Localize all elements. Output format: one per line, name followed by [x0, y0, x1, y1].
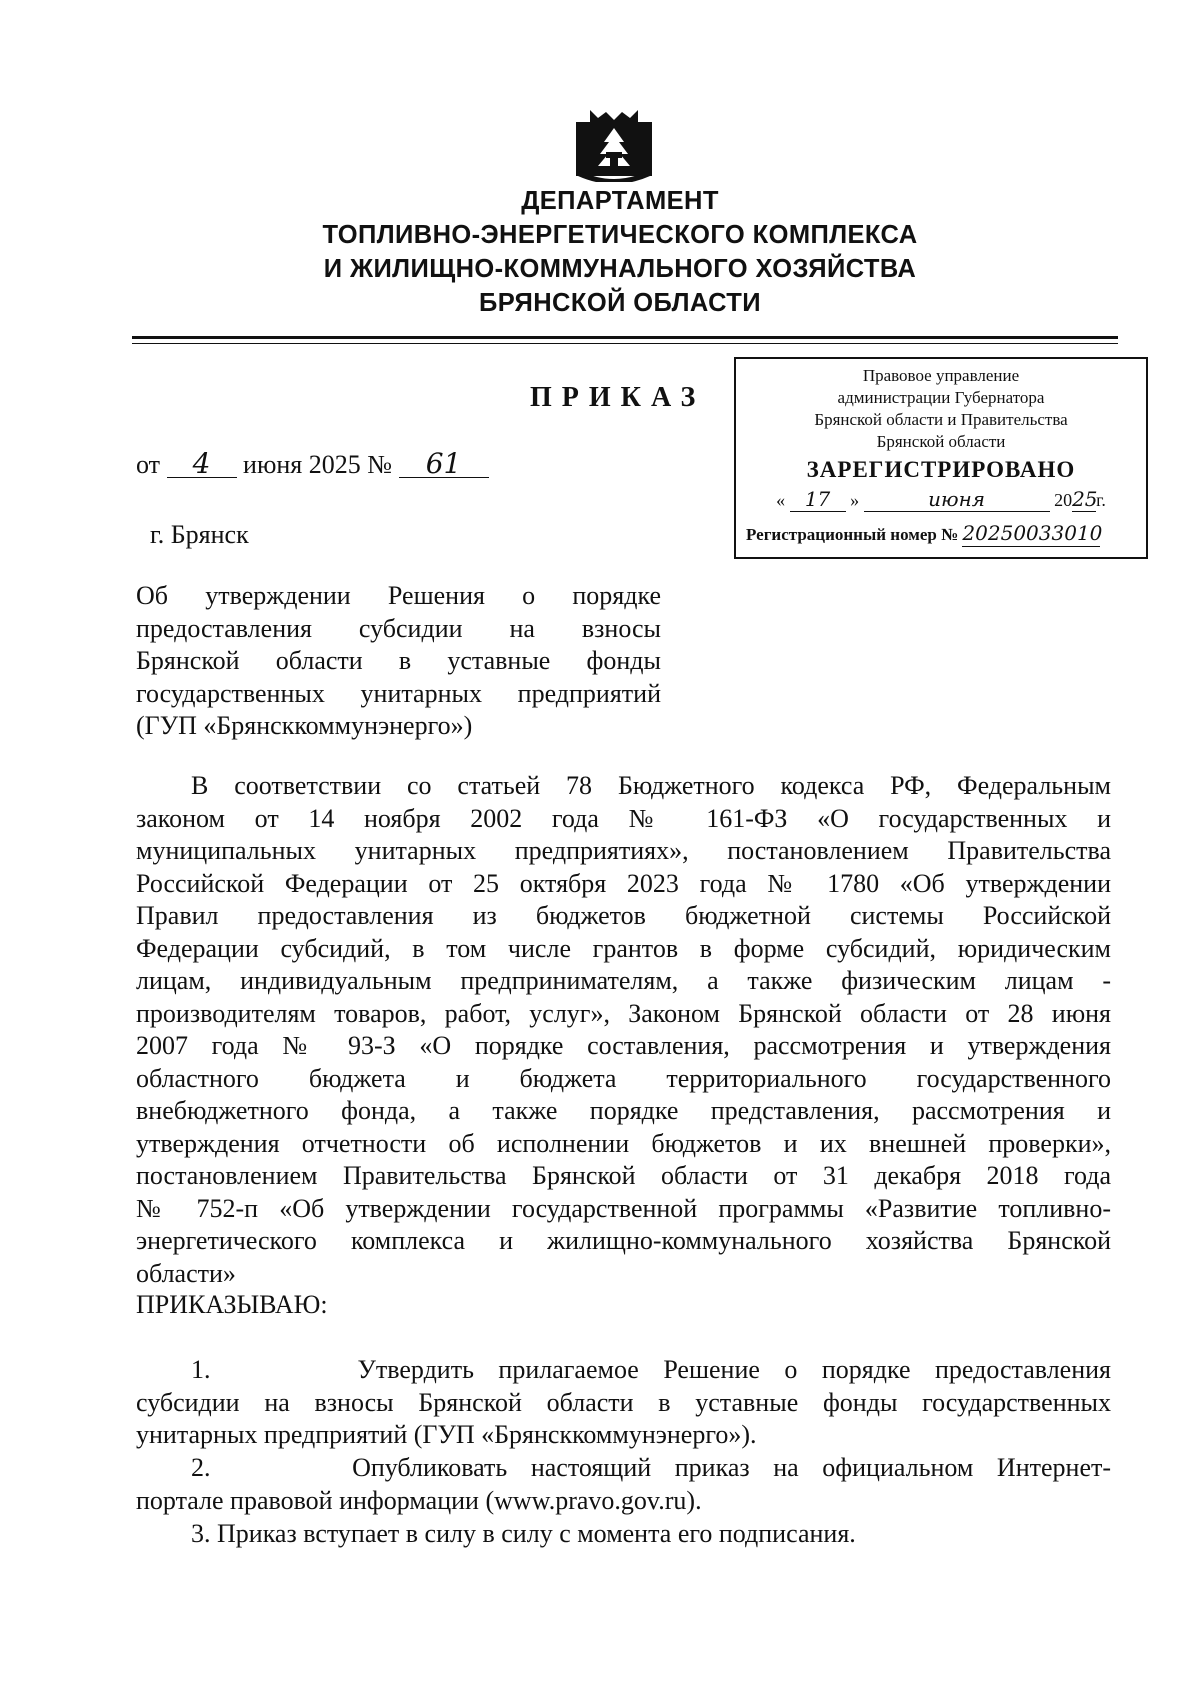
- subject-line: Брянской области в уставные фонды: [136, 646, 661, 675]
- stamp-reg-number-row: [736, 520, 1146, 547]
- subject-line: предоставления субсидии на взносы: [136, 613, 661, 643]
- date-prefix: от: [136, 450, 161, 479]
- order-number: 61: [399, 451, 489, 478]
- order-month-year: июня 2025 №: [243, 450, 393, 479]
- item-line: субсидии на взносы Брянской области в уставные фонды государственных: [136, 1387, 1111, 1417]
- order-city: г. Брянск: [150, 520, 249, 549]
- item-line: 2. Опубликовать настоящий приказ на официальном Интернет-: [191, 1453, 1111, 1482]
- department-line-1: ДЕПАРТАМЕНТ: [521, 187, 719, 215]
- preamble-line: законом от 14 ноября 2002 года № 161-ФЗ «О государственных и: [136, 803, 1111, 833]
- preamble-line: Федерации субсидий, в том числе грантов в форме субсидий, юридическим: [136, 933, 1111, 963]
- preamble-line: Правил предоставления из бюджетов бюджетной системы Российской: [136, 901, 1111, 930]
- department-line-3: И ЖИЛИЩНО-КОММУНАЛЬНОГО ХОЗЯЙСТВА: [323, 255, 917, 283]
- preamble-line: внебюджетного фонда, а также порядке представления, рассмотрения и: [136, 1096, 1111, 1125]
- stamp-line-2: администрации Губернатора: [837, 388, 1045, 407]
- registration-stamp: [734, 357, 1148, 559]
- preamble-paragraph: [136, 770, 1111, 1290]
- preamble-line: области»: [136, 1258, 236, 1288]
- stamp-reg-label: Регистрационный номер №: [746, 525, 959, 544]
- subject-line: Об утверждении Решения о порядке: [136, 581, 661, 610]
- coat-of-arms-emblem: [572, 108, 656, 182]
- header-divider-thick: [132, 336, 1118, 339]
- item-line: 3. Приказ вступает в силу в силу с момента его подписания.: [191, 1519, 856, 1548]
- item-line: унитарных предприятий (ГУП «Брянсккоммунэнерго»).: [136, 1420, 757, 1449]
- preamble-line: Российской Федерации от 25 октября 2023 года № 1780 «Об утверждении: [136, 868, 1111, 898]
- preamble-line: энергетического комплекса и жилищно-коммунального хозяйства Брянской: [136, 1226, 1111, 1255]
- order-item-1: [136, 1354, 1111, 1452]
- order-subject: [136, 580, 661, 743]
- order-item-2: [136, 1452, 1111, 1517]
- order-day: 4: [167, 451, 237, 478]
- stamp-registered: ЗАРЕГИСТРИРОВАНО: [806, 457, 1076, 482]
- department-line-4: БРЯНСКОЙ ОБЛАСТИ: [479, 289, 761, 317]
- stamp-reg-number: 20250033010: [962, 521, 1103, 545]
- preamble-line: 2007 года № 93-З «О порядке составления, рассмотрения и утверждения: [136, 1031, 1111, 1060]
- preamble-line: № 752-п «Об утверждении государственной программы «Развитие топливно-: [136, 1193, 1111, 1223]
- stamp-year-mark: г.: [1096, 490, 1106, 510]
- header-divider-thin: [132, 343, 1118, 344]
- order-item-3: [136, 1518, 1111, 1551]
- stamp-line-4: Брянской области: [876, 432, 1006, 451]
- stamp-year-suffix: 25: [1072, 487, 1098, 511]
- department-header: [200, 184, 1040, 320]
- preamble-line: В соответствии со статьей 78 Бюджетного кодекса РФ, Федеральным: [191, 771, 1111, 800]
- item-line: портале правовой информации (www.pravo.gov.ru).: [136, 1485, 702, 1515]
- stamp-year-prefix: 20: [1054, 490, 1073, 510]
- stamp-line-3: Брянской области и Правительства: [814, 410, 1068, 429]
- order-title: ПРИКАЗ: [530, 382, 706, 413]
- stamp-day: 17: [790, 487, 846, 512]
- preamble-line: производителям товаров, работ, услуг», Законом Брянской области от 28 июня: [136, 998, 1111, 1028]
- preamble-line: муниципальных унитарных предприятиях», постановлением Правительства: [136, 836, 1111, 865]
- department-line-2: ТОПЛИВНО-ЭНЕРГЕТИЧЕСКОГО КОМПЛЕКСА: [322, 221, 918, 249]
- stamp-month: июня: [864, 487, 1050, 512]
- subject-line: (ГУП «Брянсккоммунэнерго»): [136, 711, 473, 740]
- stamp-date-row: [736, 487, 1146, 512]
- stamp-line-1: Правовое управление: [862, 366, 1020, 385]
- stamp-close-quote: »: [850, 490, 860, 510]
- order-word: ПРИКАЗЫВАЮ:: [136, 1290, 328, 1319]
- preamble-line: утверждения отчетности об исполнении бюджетов и их внешней проверки»,: [136, 1128, 1111, 1158]
- item-line: 1. Утвердить прилагаемое Решение о порядке предоставления: [191, 1355, 1111, 1384]
- preamble-line: постановлением Правительства Брянской области от 31 декабря 2018 года: [136, 1161, 1111, 1190]
- preamble-line: областного бюджета и бюджета территориального государственного: [136, 1063, 1111, 1093]
- order-date-line: [136, 447, 489, 480]
- subject-line: государственных унитарных предприятий: [136, 678, 661, 708]
- stamp-open-quote: «: [776, 490, 786, 510]
- preamble-line: лицам, индивидуальным предпринимателям, а также физическим лицам -: [136, 966, 1111, 995]
